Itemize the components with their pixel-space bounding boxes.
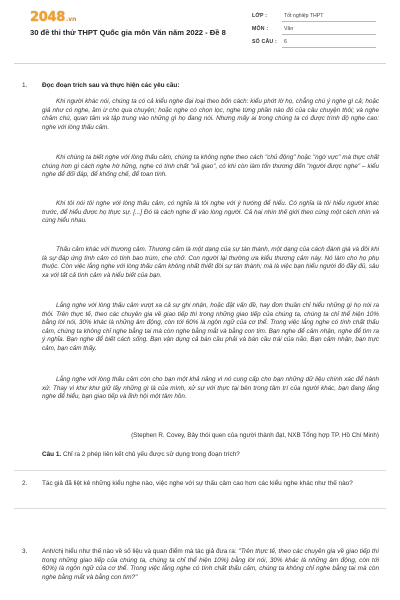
question-3-text (42, 548, 379, 582)
passage-paragraph: Khi người khác nói, chúng ta có cả kiểu nghe đại loại theo bốn cách: kiểu phớt lờ họ, chẳng chú ý nghe gì cả; hoặc giả như có nghe, ầm ừ cho qua chuyện; hoặc nghe có chọn lọc, nghe từng phần nào đó của câu chuyện thôi; và nghe chăm chú, quan tâm và tập trung vào những gì họ đang nói. Nhưng mấy ai trong chúng ta có được trình độ nghe cao: nghe với lòng thấu cảm. (42, 98, 379, 131)
question-2-text: Tác giả đã liệt kê những kiểu nghe nào, việc nghe với sự thấu cảm cao hơn các kiểu nghe khác như thế nào? (42, 480, 353, 487)
header-divider (14, 63, 386, 64)
passage-paragraph: Lắng nghe với lòng thấu cảm còn cho bạn một khả năng vì nó cung cấp cho bạn những dữ liệu chính xác để hành xử. Thay vì khư khư giữ lấy những gì là của mình, xử sự với thực tại bên trong tâm trí của người khác, bạn đang lắng nghe để hiểu, bạn giao tiếp và lĩnh hội một tâm hồn. (42, 376, 379, 401)
info-label: LỚP : (252, 13, 268, 19)
passage-paragraph: Thấu cảm khác với thương cảm. Thương cảm là một dạng của sự tán thành, một dạng của cách đánh giá và đôi khi là sự đáp ứng tình cảm có tính bao trùm, che chở. Con người lại thường ưa kiểu thương cảm này. Nó làm cho họ phụ thuộc. Còn việc lắng nghe với lòng thấu cảm không nhất thiết đòi sự tán thành; mà là việc bạn hiểu người đó đầy đủ, sâu xa với tất cả tình cảm và hiểu biết của bạn. (42, 246, 379, 279)
info-value: 6 (282, 37, 376, 48)
question-3-quote: "Trên thực tế, theo các chuyên gia về giao tiếp thì trong những giao tiếp của chúng ta, chúng ta chỉ thể hiện 10%) bằng lời nói, 30% khác là những âm động, còn tới 60%) là ngôn ngữ của cơ thể. Trong việc lắng nghe có tính chất thấu cảm, chúng ta không chỉ nghe bằng tai mà còn nghe bằng mắt và bằng con tim?" (42, 548, 379, 581)
logo-text: 2048 (30, 10, 65, 25)
page-header (0, 0, 400, 62)
question-number: 2. (22, 480, 28, 487)
question-3-lead: Anh/chị hiểu như thế nào về số liệu và quan điểm mà tác giả đưa ra: (42, 548, 237, 555)
document-title: 30 đề thi thử THPT Quốc gia môn Văn năm 2022 - Đề 8 (30, 28, 226, 37)
question-1 (42, 451, 379, 460)
logo-domain: .vn (65, 16, 77, 23)
question-1-text: Chỉ ra 2 phép liên kết chủ yếu được sử dụng trong đoạn trích? (62, 451, 240, 458)
site-logo[interactable] (30, 10, 76, 24)
info-row-question-count (252, 37, 376, 50)
info-label: SỐ CÂU : (252, 39, 277, 45)
section-heading: Đọc đoạn trích sau và thực hiện các yêu cầu: (42, 82, 180, 89)
question-1-label: Câu 1. (42, 451, 62, 458)
passage-source: (Stephen R. Covey, Bảy thói quen của người thành đạt, NXB Tổng hợp TP. Hồ Chí Minh) (131, 432, 379, 439)
info-value: Văn (282, 24, 376, 35)
question-number: 1. (22, 82, 28, 89)
info-row-subject (252, 24, 376, 37)
section-divider (14, 508, 386, 509)
document-info (252, 11, 376, 50)
question-number: 3. (22, 548, 28, 555)
passage-paragraph: Khi tôi nói tôi nghe với lòng thấu cảm, có nghĩa là tôi nghe với ý hướng để hiểu. Có nghĩa là tôi hiểu người khác trước, để hiểu được họ thực sự. [...] Đó là cách nghe đi vào lòng người. Cả hai nhìn thế giới theo cùng một cách nhìn và cùng hiểu nhau. (42, 200, 379, 225)
info-row-class (252, 11, 376, 24)
passage-paragraph: Lắng nghe với lòng thấu cảm vượt xa cả sự ghi nhận, hoặc đặt vấn đề, hay đơn thuần chỉ hiểu những gì họ nói ra thôi. Trên thực tế, theo các chuyên gia về giao tiếp thì trong những giao tiếp của chúng ta, chúng ta chỉ thể hiện 10% bằng lời nói, 30% khác là những âm động, còn tới 60% là ngôn ngữ của cơ thể. Trong việc lắng nghe có tính chất thấu cảm, chúng ta không chỉ nghe bằng tai mà còn nghe bằng mắt và bằng con tim. Bạn nghe để cảm nhận, nghe để tìm ra ý nghĩa. Bạn nghe để biết cách sống. Bạn vận dụng cả bán cầu phải và bán cầu trái của não. Bạn cảm nhận, bạn trực cảm, bạn cảm thấy. (42, 302, 379, 352)
passage-paragraph: Khi chúng ta biết nghe với lòng thấu cảm, chúng ta không nghe theo cách "chủ động" hoặc "ngờ vực" mà thực chất chúng hơn gì cách nghe hờ hững, nghe có tính chất "xã giao", có khi còn làm tổn thương đến "người được nghe" – kiểu nghe để đối đáp, để khống chế, để toan tính. (42, 154, 379, 179)
info-value: Tốt nghiệp THPT (282, 11, 376, 22)
section-divider (14, 470, 386, 471)
info-label: MÔN : (252, 26, 269, 32)
